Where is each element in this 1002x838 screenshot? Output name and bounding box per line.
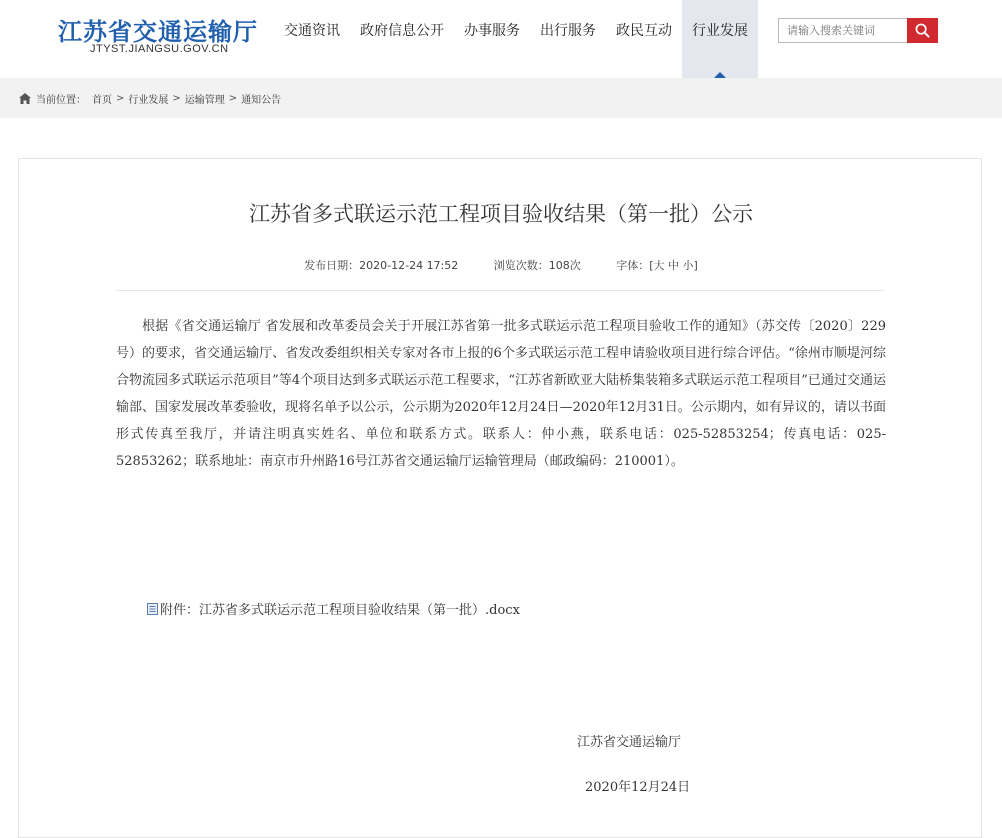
- breadcrumb-separator: >: [116, 93, 125, 104]
- breadcrumb-prefix: 当前位置：: [36, 95, 86, 106]
- breadcrumb-bar: [0, 78, 1002, 118]
- search-icon: [915, 23, 930, 38]
- breadcrumb-notices[interactable]: 通知公告: [241, 95, 282, 106]
- meta-divider: [116, 290, 884, 291]
- site-logo-url: JTYST.JIANGSU.GOV.CN: [90, 43, 229, 55]
- document-icon: [147, 603, 158, 615]
- article-title: 江苏省多式联运示范工程项目验收结果（第一批）公示: [249, 202, 753, 226]
- font-size-switcher[interactable]: 字体：[大 中 小]: [616, 259, 698, 272]
- site-logo-title[interactable]: 江苏省交通运输厅: [58, 18, 258, 46]
- site-header: [0, 0, 1002, 78]
- breadcrumb-industry[interactable]: 行业发展: [128, 95, 169, 106]
- article-body: 根据《省交通运输厅 省发展和改革委员会关于开展江苏省第一批多式联运示范工程项目验收工作的通知》（苏交传〔2020〕229号）的要求，省交通运输厅、省发改委组织相关专家对各市上报的6个多式联运示范工程申请验收项目进行综合评估。“徐州市顺堤河综合物流园多式联运示范项目”等4个项目达到多式联运示范工程要求，“江苏省新欧亚大陆桥集装箱多式联运示范工程项目”已通过交通运输部、国家发展改革委验收，现将名单予以公示，公示期为2020年12月24日—2020年12月31日。公示期内，如有异议的，请以书面形式传真至我厅，并请注明真实姓名、单位和联系方式。联系人：仲小燕，联系电话：025-52853254；传真电话：025-52853262；联系地址：南京市升州路16号江苏省交通运输厅运输管理局（邮政编码：210001）。: [116, 319, 886, 469]
- nav-item-industry[interactable]: 行业发展: [682, 0, 758, 78]
- main-nav: [274, 0, 758, 78]
- nav-item-services[interactable]: 办事服务: [464, 23, 520, 39]
- search-button[interactable]: [907, 18, 938, 43]
- attachment-link[interactable]: 江苏省多式联运示范工程项目验收结果（第一批）.docx: [199, 603, 520, 618]
- attachment-label: 附件：: [160, 603, 200, 618]
- home-icon: [19, 93, 31, 104]
- breadcrumb-home[interactable]: 首页: [92, 95, 112, 106]
- nav-item-gov-info[interactable]: 政府信息公开: [360, 23, 444, 39]
- attachment: [147, 599, 520, 618]
- article-meta: [0, 257, 1002, 273]
- nav-item-travel[interactable]: 出行服务: [540, 23, 596, 39]
- nav-item-interaction[interactable]: 政民互动: [616, 23, 672, 39]
- breadcrumb-transport[interactable]: 运输管理: [184, 95, 225, 106]
- breadcrumb-separator: >: [228, 93, 238, 104]
- view-count: 浏览次数：108次: [493, 259, 581, 272]
- search-input[interactable]: [778, 18, 908, 43]
- nav-item-news[interactable]: 交通资讯: [284, 23, 340, 39]
- signature-org: 江苏省交通运输厅: [577, 735, 682, 750]
- breadcrumb: [19, 91, 281, 106]
- publish-date: 发布日期：2020-12-24 17:52: [304, 259, 459, 272]
- signature-date: 2020年12月24日: [585, 780, 691, 795]
- breadcrumb-separator: >: [172, 93, 181, 104]
